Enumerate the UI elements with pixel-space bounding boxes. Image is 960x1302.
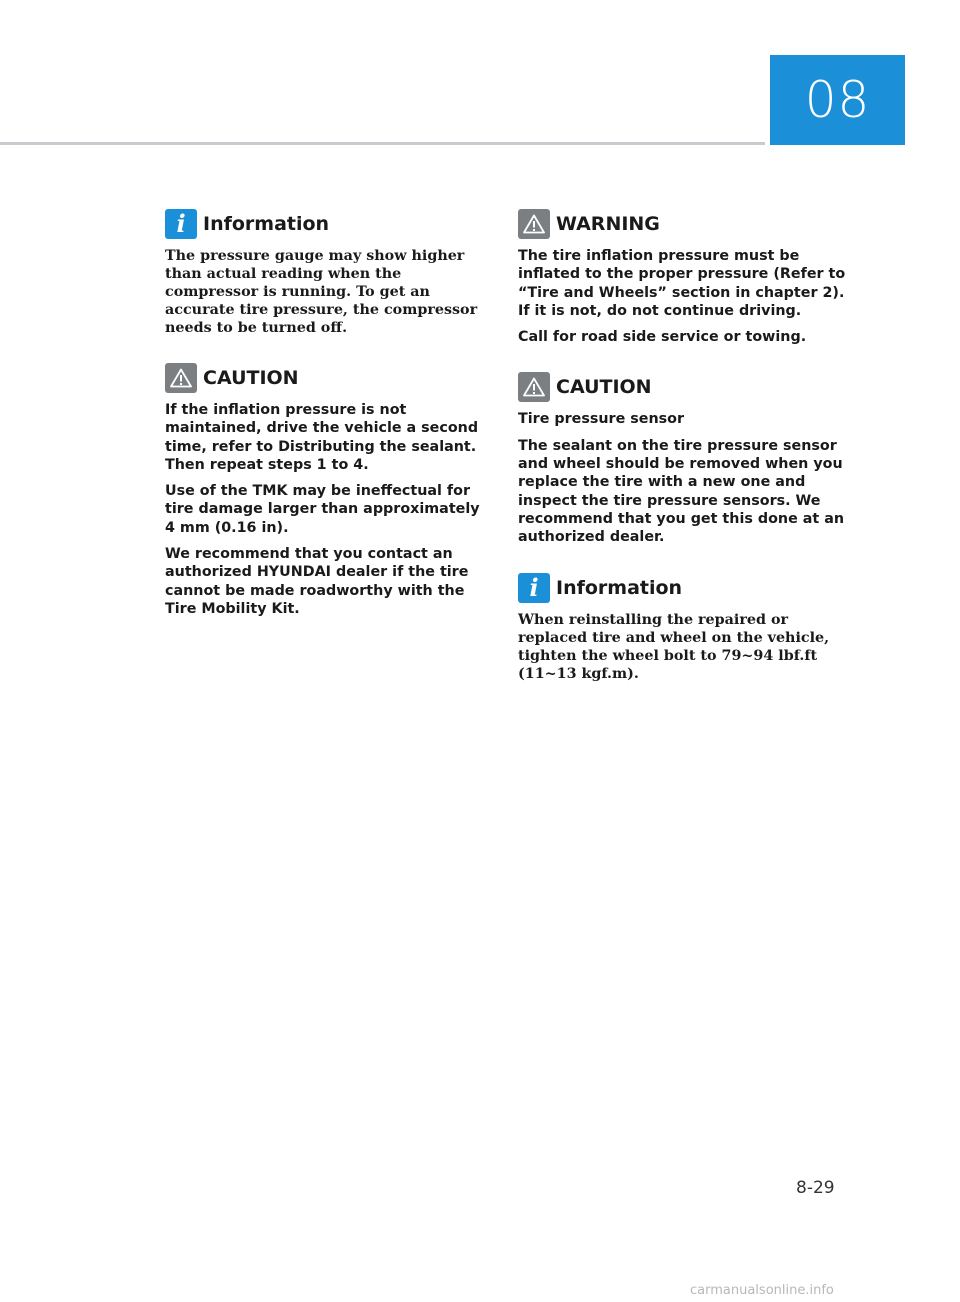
warning-triangle-icon: [518, 209, 550, 239]
info-notice-title: Information: [556, 576, 683, 599]
info-notice-header: [165, 205, 483, 243]
page-number: 8-29: [796, 1178, 835, 1198]
caution-notice-header: [165, 359, 483, 397]
left-column: [165, 205, 483, 640]
warning-triangle-icon: [518, 372, 550, 402]
caution-notice-title: CAUTION: [203, 367, 299, 389]
warning-paragraph: Call for road side service or towing.: [518, 329, 807, 346]
caution-notice: [518, 368, 848, 546]
info-notice: [518, 569, 848, 683]
info-notice: [165, 205, 483, 337]
warning-triangle-icon: [165, 363, 197, 393]
info-notice-header: [518, 569, 848, 607]
warning-paragraph: The tire inflation pressure must be inflated to the proper pressure (Refer to “Tire and Wheels” section in chapter 2). If it is not, do not continue driving.: [518, 248, 846, 319]
info-icon: i: [518, 573, 550, 603]
caution-paragraph: Use of the TMK may be ineffectual for tire damage larger than approximately 4 mm (0.16 in).: [165, 483, 480, 536]
warning-notice-header: [518, 205, 848, 243]
caution-notice-title: CAUTION: [556, 376, 652, 399]
watermark: carmanualsonline.info: [690, 1283, 834, 1298]
caution-paragraph: The sealant on the tire pressure sensor and wheel should be removed when you replace the tire with a new one and inspect the tire pressure sensors. We recommend that you get this done at an authorized dealer.: [518, 437, 845, 546]
info-icon: i: [165, 209, 197, 239]
info-notice-title: Information: [203, 213, 330, 235]
info-notice-text: The pressure gauge may show higher than actual reading when the compressor is running. To get an accurate tire pressure, the compressor needs to be turned off.: [165, 248, 478, 336]
caution-paragraph: We recommend that you contact an authorized HYUNDAI dealer if the tire cannot be made roadworthy with the Tire Mobility Kit.: [165, 546, 469, 617]
caution-paragraph: Tire pressure sensor: [518, 411, 685, 428]
caution-notice: [165, 359, 483, 618]
right-column: [518, 205, 848, 705]
warning-notice-title: WARNING: [556, 213, 660, 235]
info-notice-text: When reinstalling the repaired or replaced tire and wheel on the vehicle, tighten the wheel bolt to 79~94 lbf.ft (11~13 kgf.m).: [518, 611, 830, 682]
caution-paragraph: If the inflation pressure is not maintained, drive the vehicle a second time, refer to Distributing the sealant. Then repeat steps 1 to 4.: [165, 402, 479, 473]
caution-notice-header: [518, 368, 848, 406]
header-rule: [0, 142, 765, 145]
warning-notice: [518, 205, 848, 346]
chapter-tab: 08: [770, 55, 905, 145]
